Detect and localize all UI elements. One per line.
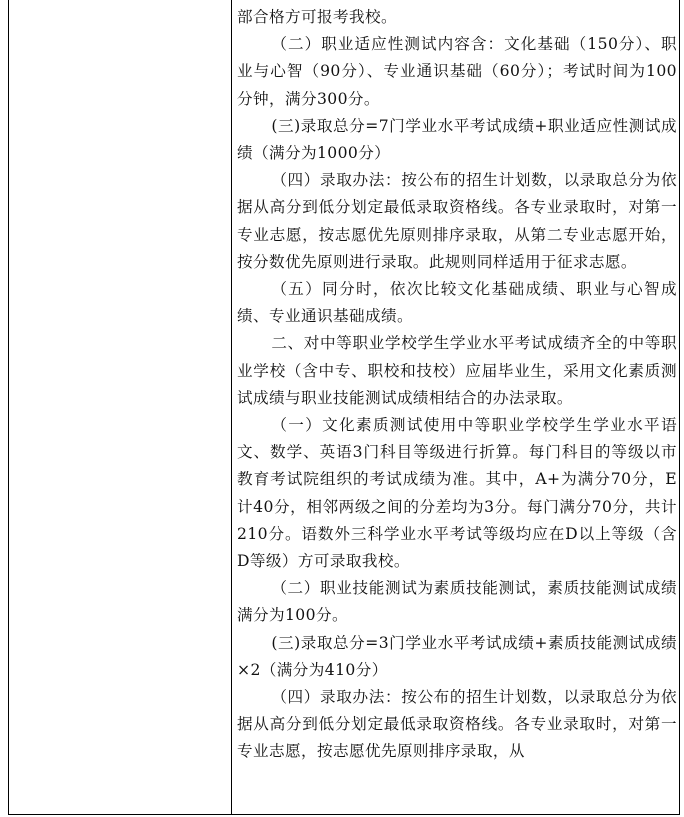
paragraph-admission-method-1: （四）录取办法：按公布的招生计划数，以录取总分为依据从高分到低分划定最低录取资格线。各专业录取时，对第一专业志愿，按志愿优先原则排序录取，从第二专业志愿开始，按分数优先原则进行录取。此规则同样适用于征求志愿。	[237, 171, 677, 271]
paragraph-total-score-2: (三)录取总分=3门学业水平考试成绩+素质技能测试成绩×2（满分为410分）	[237, 633, 677, 679]
table-content-cell	[237, 4, 677, 766]
paragraph-continuation: 部合格方可报考我校。	[237, 8, 397, 26]
table-left-column	[9, 0, 232, 814]
paragraph-tie-break: （五）同分时，依次比较文化基础成绩、职业与心智成绩、专业通识基础成绩。	[237, 280, 677, 326]
table-cell-frame	[8, 0, 680, 815]
paragraph-culture-test: （一）文化素质测试使用中等职业学校学生学业水平语文、数学、英语3门科目等级进行折算。每门科目的等级以市教育考试院组织的考试成绩为准。其中，A+为满分70分，E计40分，相邻两级之间的分差均为3分。每门满分70分，共计210分。语数外三科学业水平考试等级均应在D以上等级（含D等级）方可录取我校。	[237, 416, 677, 571]
paragraph-test-content: （二）职业适应性测试内容含：文化基础（150分）、职业与心智（90分）、专业通识基础（60分）；考试时间为100分钟，满分300分。	[237, 35, 677, 108]
paragraph-admission-method-2: （四）录取办法：按公布的招生计划数，以录取总分为依据从高分到低分划定最低录取资格线。各专业录取时，对第一专业志愿，按志愿优先原则排序录取，从	[237, 688, 677, 761]
paragraph-skill-test: （二）职业技能测试为素质技能测试，素质技能测试成绩满分为100分。	[237, 579, 677, 625]
paragraph-section-two: 二、对中等职业学校学生学业水平考试成绩齐全的中等职业学校（含中专、职校和技校）应届毕业生，采用文化素质测试成绩与职业技能测试成绩相结合的办法录取。	[237, 334, 677, 407]
paragraph-total-score-1: (三)录取总分=7门学业水平考试成绩+职业适应性测试成绩（满分为1000分）	[237, 116, 677, 163]
